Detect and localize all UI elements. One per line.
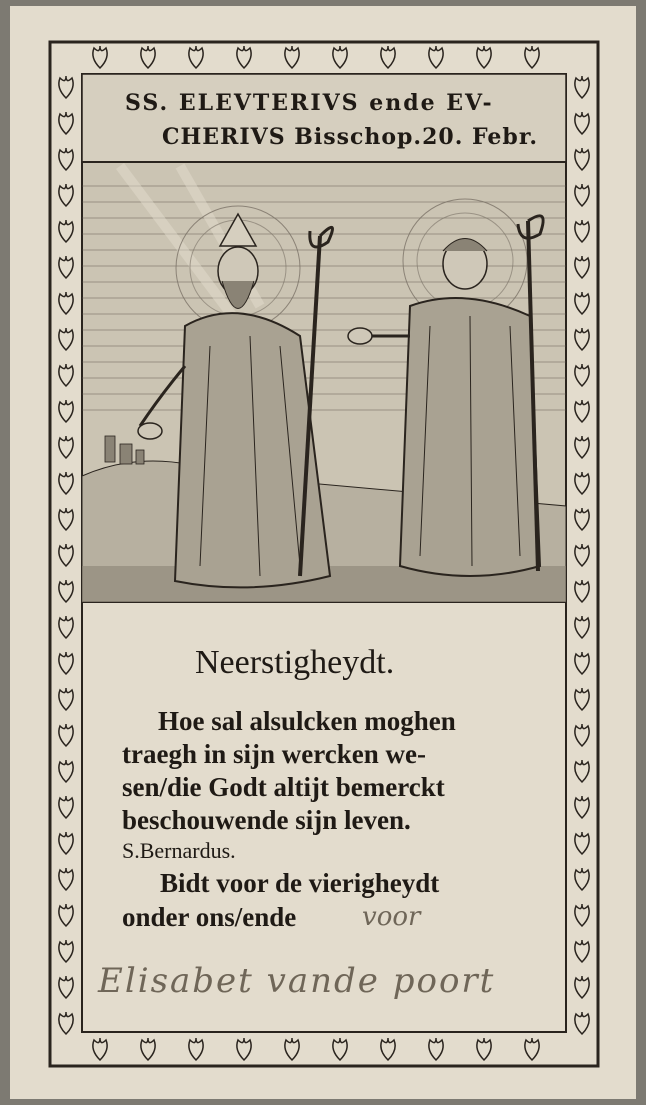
tulip-ornament-icon [59,508,73,530]
virtue-heading: Neerstigheydt. [195,644,395,681]
tulip-ornament-icon [59,976,73,998]
tulip-ornament-icon [59,76,73,98]
tulip-ornament-icon [575,796,589,818]
tulip-ornament-icon [575,328,589,350]
tulip-ornament-icon [575,724,589,746]
tulip-ornament-icon [575,220,589,242]
tulip-ornament-icon [59,832,73,854]
tulip-ornament-icon [141,1038,155,1060]
tulip-ornament-icon [189,1038,203,1060]
tulip-ornament-icon [59,148,73,170]
prayer-line: onder ons/ende [122,902,297,932]
tulip-ornament-icon [59,580,73,602]
tulip-ornament-icon [575,184,589,206]
tulip-ornament-icon [575,364,589,386]
tulip-ornament-icon [477,46,491,68]
tulip-ornament-icon [59,328,73,350]
tulip-ornament-icon [575,760,589,782]
tulip-ornament-icon [59,1012,73,1034]
tulip-ornament-icon [575,940,589,962]
tulip-ornament-icon [59,400,73,422]
tulip-ornament-icon [575,148,589,170]
tulip-ornament-icon [285,1038,299,1060]
engraving [10,6,636,1099]
tulip-ornament-icon [575,1012,589,1034]
handwritten-owner-name: Elisabet vande poort [98,961,496,1001]
tulip-ornament-icon [575,112,589,134]
header-title-line1: SS. ELEVTERIVS ende EV- [125,90,494,116]
tulip-ornament-icon [59,688,73,710]
tulip-ornament-icon [429,1038,443,1060]
verse-attribution: S.Bernardus. [122,838,236,863]
tulip-ornament-icon [575,436,589,458]
tulip-ornament-icon [59,724,73,746]
tulip-ornament-icon [141,46,155,68]
tulip-ornament-icon [59,436,73,458]
tulip-ornament-icon [59,256,73,278]
prayer-line: Bidt voor de vierigheydt [160,868,440,898]
tulip-ornament-icon [333,46,347,68]
tulip-ornament-icon [59,364,73,386]
tulip-ornament-icon [575,616,589,638]
header-title-line2: CHERIVS Bisschop.20. Febr. [162,124,539,150]
tulip-ornament-icon [59,940,73,962]
tulip-ornament-icon [525,1038,539,1060]
tulip-ornament-icon [575,868,589,890]
tulip-ornament-icon [59,652,73,674]
tulip-ornament-icon [575,832,589,854]
tulip-ornament-icon [575,472,589,494]
verse-line: beschouwende sijn leven. [122,805,411,835]
tulip-ornament-icon [575,904,589,926]
tulip-ornament-icon [93,46,107,68]
tulip-ornament-icon [285,46,299,68]
tulip-ornament-icon [59,796,73,818]
scene-illustration [82,162,566,602]
tulip-ornament-icon [93,1038,107,1060]
tulip-ornament-icon [575,652,589,674]
tulip-ornament-icon [59,220,73,242]
tulip-ornament-icon [575,976,589,998]
tulip-ornament-icon [477,1038,491,1060]
tulip-ornament-icon [575,76,589,98]
handwritten-continuation: voor [362,902,421,932]
verse-line: sen/die Godt altijt bemerckt [122,772,445,802]
tulip-ornament-icon [575,292,589,314]
tulip-ornament-icon [575,256,589,278]
devotional-print [10,6,636,1099]
tulip-ornament-icon [59,292,73,314]
tulip-ornament-icon [59,112,73,134]
verse-line: traegh in sijn wercken we- [122,739,426,769]
tulip-ornament-icon [59,544,73,566]
tulip-ornament-icon [575,508,589,530]
tulip-ornament-icon [575,580,589,602]
tulip-ornament-icon [59,868,73,890]
tulip-ornament-icon [429,46,443,68]
tulip-ornament-icon [237,1038,251,1060]
tulip-ornament-icon [575,544,589,566]
tulip-ornament-icon [381,46,395,68]
tulip-ornament-icon [59,904,73,926]
tulip-ornament-icon [525,46,539,68]
verse-line: Hoe sal alsulcken moghen [158,706,456,736]
tulip-ornament-icon [237,46,251,68]
tulip-ornament-icon [575,688,589,710]
tulip-ornament-icon [575,400,589,422]
tulip-ornament-icon [59,184,73,206]
tulip-ornament-icon [381,1038,395,1060]
tulip-ornament-icon [189,46,203,68]
tulip-ornament-icon [59,616,73,638]
tulip-ornament-icon [59,472,73,494]
tulip-ornament-icon [59,760,73,782]
tulip-ornament-icon [333,1038,347,1060]
